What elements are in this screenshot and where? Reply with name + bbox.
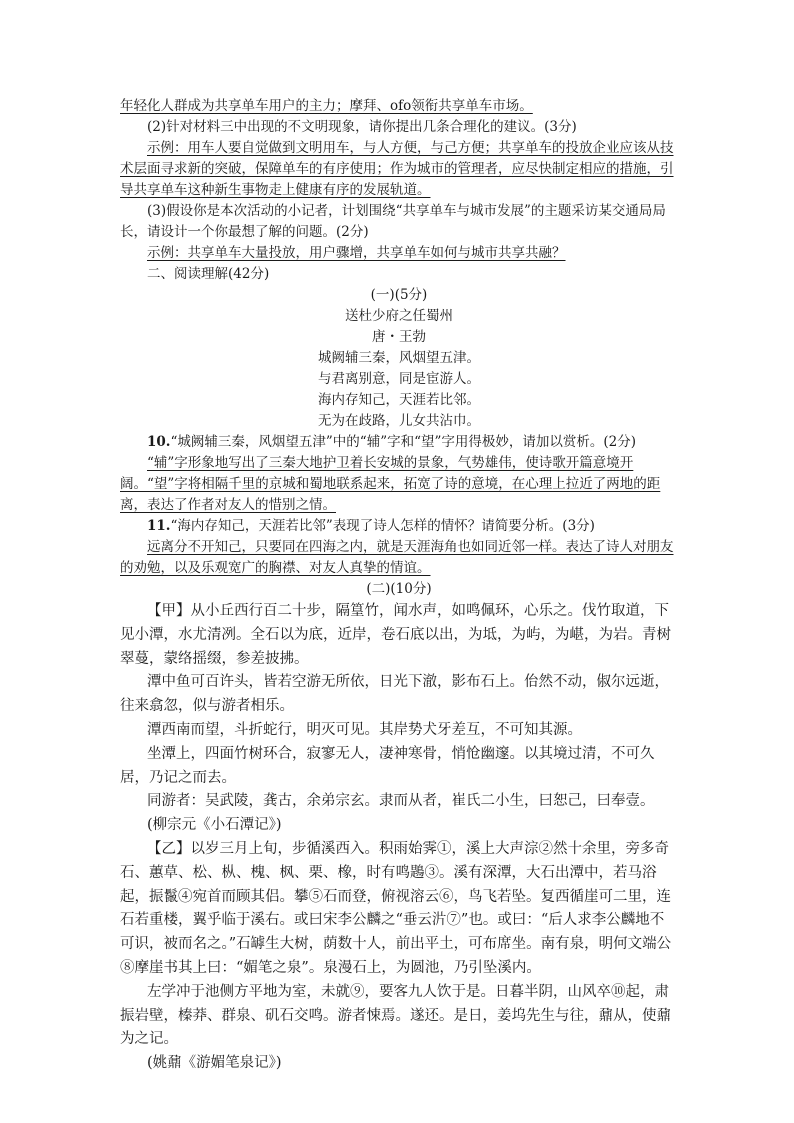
document-page — [120, 96, 678, 1076]
passage-jia-paragraph: 潭西南而望，斗折蛇行，明灭可见。其岸势犬牙差互，不可知其源。 — [147, 721, 582, 738]
question-10 — [120, 432, 678, 453]
passage-yi-text: 以岁三月上旬，步循溪西入。积雨始霁①，溪上大声淙②然十余里，旁多奇石、蕙草、松、枞、槐、枫、栗、橡，时有鸣鶗③。溪有深潭，大石出潭中，若马浴起，振鬣④宛首而顾其侣。攀⑤石而登，俯视溶云⑥，鸟飞若坠。复西循崖可二里，连石若重楼，翼乎临于溪右。或曰宋李公麟之“垂云沜⑦”也。或曰：“后人求李公麟地不可识，被而名之。”石罅生大树，荫数十人，前出平土，可布席坐。南有泉，明何文端公⑧摩崖书其上曰：“媚笔之泉”。泉漫石上，为圆池，乃引坠溪内。 — [120, 840, 672, 976]
answer-10: “辅”字形象地写出了三秦大地护卫着长安城的景象，气势雄伟，使诗歌开篇意境开阔。“望”字将相隔千里的京城和蜀地联系起来，拓宽了诗的意境，在心理上拉近了两地的距离，表达了作者对友人的惜别之情。 — [120, 455, 661, 513]
poem-line: 与君离别意，同是宦游人。 — [318, 371, 480, 387]
passage-yi-mark: 【乙】 — [147, 840, 191, 857]
answer-line-1: 年轻化人群成为共享单车用户的主力；摩拜、ofo领衔共享单车市场。 — [120, 98, 533, 114]
question-11-number: 11. — [147, 518, 171, 534]
question-10-text: “城阙辅三秦，风烟望五津”中的“辅”字和“望”字用得极妙，请加以赏析。(2分) — [170, 434, 637, 450]
question-11 — [120, 516, 678, 537]
passage-jia-paragraph: 同游者：吴武陵，龚古，余弟宗玄。隶而从者，崔氏二小生，曰恕己，曰奉壹。 — [147, 793, 655, 810]
passage-jia-text: 从小丘西行百二十步，隔篁竹，闻水声，如鸣佩环，心乐之。伐竹取道，下见小潭，水尤清冽。全石以为底，近岸，卷石底以出，为坻，为屿，为嵁，为岩。青树翠蔓，蒙络摇缀，参差披拂。 — [120, 603, 671, 667]
question-10-number: 10. — [147, 434, 171, 450]
poem-line: 无为在歧路，儿女共沾巾。 — [318, 413, 480, 429]
section-heading: 二、阅读理解(42分) — [147, 266, 270, 282]
passage-yi-paragraph — [120, 838, 678, 981]
answer-2: 示例：用车人要自觉做到文明用车，与人方便，与己方便；共享单车的投放企业应该从技术层面寻求新的突破，保障单车的有序使用；作为城市的管理者，应尽快制定相应的措施，引导共享单车这种新生事物走上健康有序的发展轨道。 — [120, 140, 674, 198]
passage-jia-paragraph — [120, 600, 678, 671]
passage-jia-paragraph: 潭中鱼可百许头，皆若空游无所依，日光下澈，影布石上。佁然不动，俶尔远逝，往来翕忽，似与游者相乐。 — [120, 674, 669, 715]
question-3: (3)假设你是本次活动的小记者，计划围绕“共享单车与城市发展”的主题采访某交通局局长，请设计一个你最想了解的问题。(2分) — [120, 203, 666, 240]
poem-author: 唐・王勃 — [372, 329, 426, 345]
answer-3: 示例：共享单车大量投放，用户骤增，共享单车如何与城市共享共融？ — [147, 245, 566, 261]
prose-section-head: (二)(10分) — [366, 581, 432, 597]
poem-section-head: (一)(5分) — [370, 287, 428, 303]
passage-jia-paragraph: 坐潭上，四面竹树环合，寂寥无人，凄神寒骨，悄怆幽邃。以其境过清，不可久居，乃记之而去。 — [120, 745, 655, 786]
passage-jia-source: (柳宗元《小石潭记》) — [147, 817, 282, 834]
answer-11: 远离分不开知己，只要同在四海之内，就是天涯海角也如同近邻一样。表达了诗人对朋友的劝勉，以及乐观宽广的胸襟、对友人真挚的情谊。 — [120, 539, 674, 576]
passage-jia-mark: 【甲】 — [147, 603, 191, 619]
poem-title: 送杜少府之任蜀州 — [345, 308, 453, 324]
poem-line: 城阙辅三秦，风烟望五津。 — [318, 350, 480, 366]
passage-yi-paragraph: 左学冲于池侧方平地为室，未就⑨，要客九人饮于是。日暮半阴，山风卒⑩起，肃振岩壁，榛莽、群泉、矶石交鸣。游者悚焉。遂还。是日，姜坞先生与往，鼐从，使鼐为之记。 — [120, 983, 671, 1048]
question-2: (2)针对材料三中出现的不文明现象，请你提出几条合理化的建议。(3分) — [147, 119, 577, 135]
passage-yi-source: (姚鼐《游媚笔泉记》) — [147, 1055, 282, 1072]
question-11-text: “海内存知己，天涯若比邻”表现了诗人怎样的情怀？请简要分析。(3分) — [170, 518, 595, 534]
poem-line: 海内存知己，天涯若比邻。 — [318, 392, 480, 408]
